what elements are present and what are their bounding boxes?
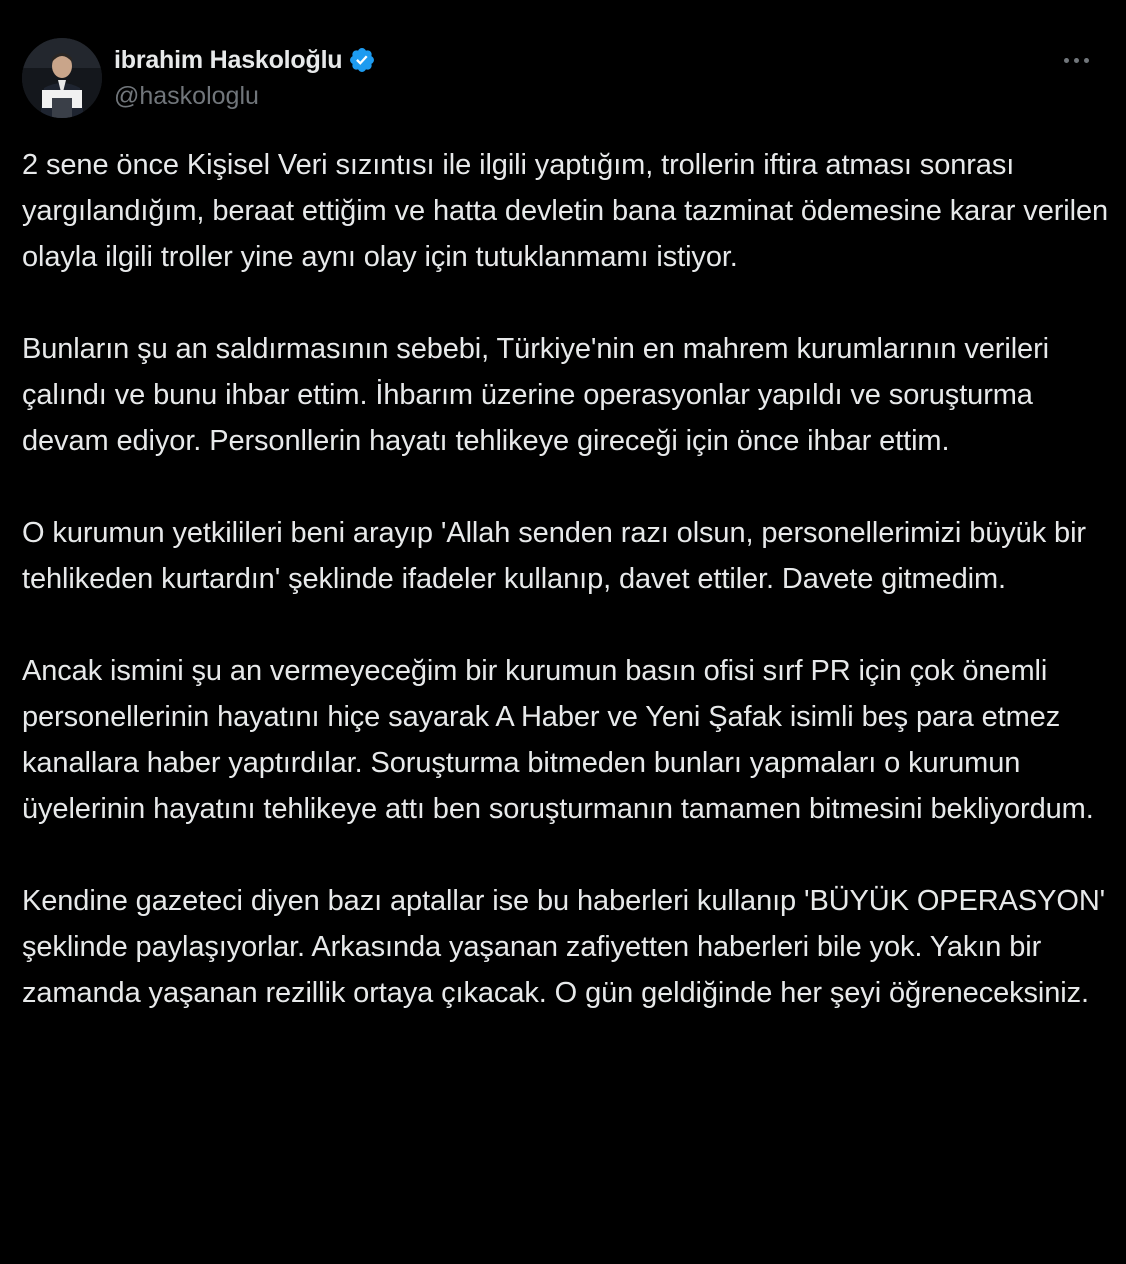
more-options-button[interactable] <box>1056 48 1096 72</box>
more-horizontal-icon <box>1064 58 1069 63</box>
tweet-text <box>22 142 1112 1016</box>
verified-badge-icon <box>348 46 376 74</box>
more-horizontal-icon-dot <box>1084 58 1089 63</box>
tweet-paragraph: O kurumun yetkilileri beni arayıp 'Allah senden razı olsun, personellerimizi büyük bir tehlikeden kurtardın' şeklinde ifadeler kullanıp, davet ettiler. Davete gitmedim. <box>22 517 1086 595</box>
tweet-paragraph: Bunların şu an saldırmasının sebebi, Türkiye'nin en mahrem kurumlarının verileri çalındı ve bunu ihbar ettim. İhbarım üzerine operasyonlar yapıldı ve soruşturma devam ediyor. Personllerin hayatı tehlikeye gireceği için önce ihbar ettim. <box>22 333 1049 457</box>
display-name-row <box>114 44 376 76</box>
tweet-paragraph: Kendine gazeteci diyen bazı aptallar ise bu haberleri kullanıp 'BÜYÜK OPERASYON' şeklinde paylaşıyorlar. Arkasında yaşanan zafiyetten haberleri bile yok. Yakın bir zamanda yaşanan rezillik ortaya çıkacak. O gün geldiğinde her şeyi öğreneceksiniz. <box>22 885 1106 1009</box>
tweet-paragraph: Ancak ismini şu an vermeyeceğim bir kurumun basın ofisi sırf PR için çok önemli personellerinin hayatını hiçe sayarak A Haber ve Yeni Şafak isimli beş para etmez kanallara haber yaptırdılar. Soruşturma bitmeden bunları yapmaları o kurumun üyelerinin hayatını tehlikeye attı ben soruşturmanın tamamen bitmesini bekliyordum. <box>22 655 1094 825</box>
author-handle[interactable]: @haskologlu <box>114 82 259 110</box>
author-display-name[interactable]: ibrahim Haskoloğlu <box>114 45 343 74</box>
author-names <box>114 44 376 111</box>
author-avatar[interactable] <box>22 38 102 118</box>
more-horizontal-icon-dot <box>1074 58 1079 63</box>
profile-photo-icon <box>22 38 102 118</box>
tweet-header <box>22 38 1104 128</box>
tweet-paragraph: 2 sene önce Kişisel Veri sızıntısı ile ilgili yaptığım, trollerin iftira atması sonrası yargılandığım, beraat ettiğim ve hatta devletin bana tazminat ödemesine karar verilen olayla ilgili troller yine aynı olay için tutuklanmamı istiyor. <box>22 149 1109 273</box>
